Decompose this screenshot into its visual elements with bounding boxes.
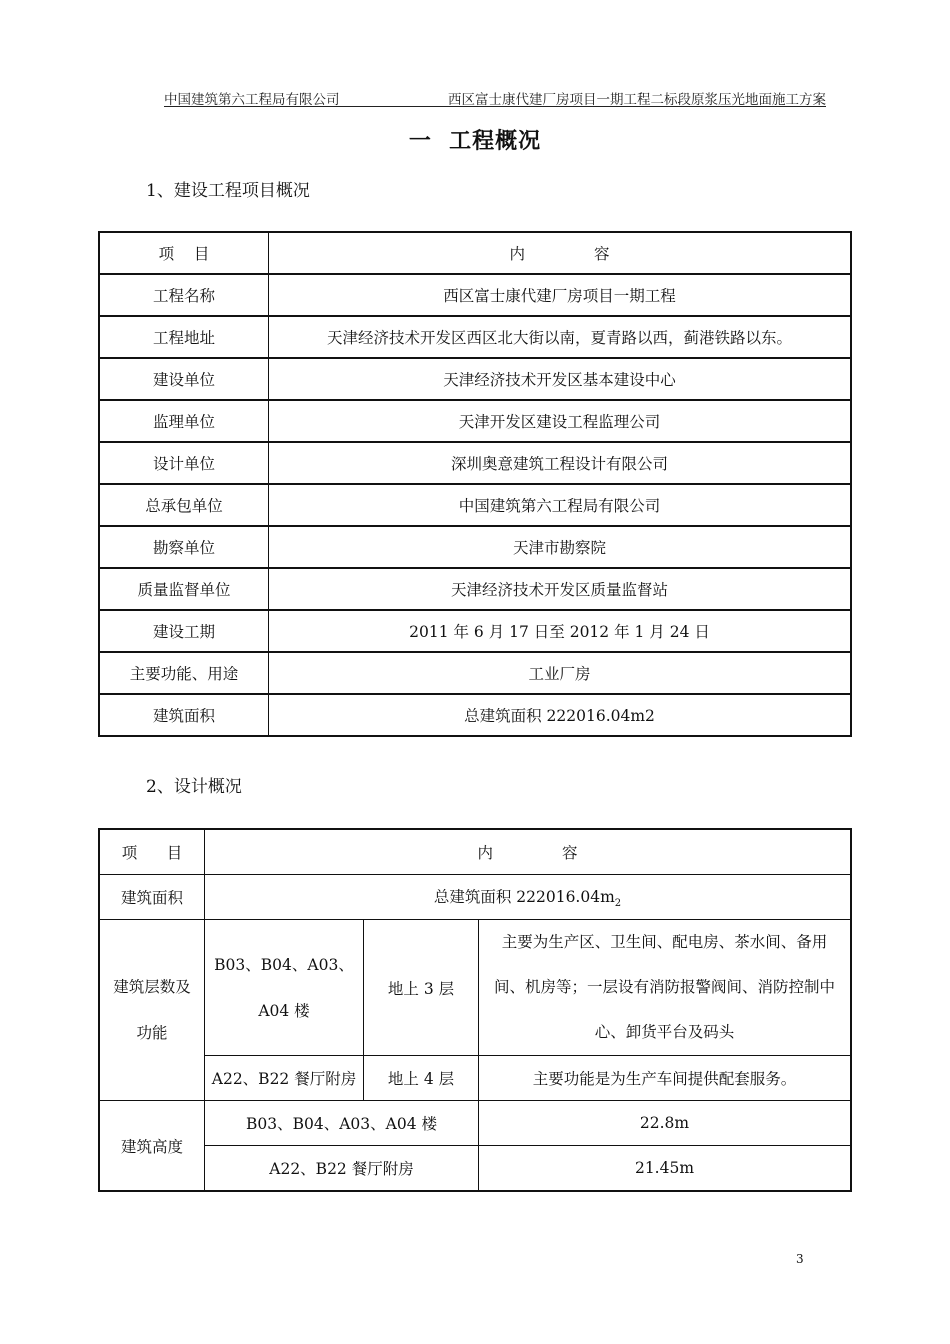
- height-building-cell: A22、B22 餐厅附房: [205, 1146, 479, 1192]
- floors-levels-cell: 地上 3 层: [364, 920, 479, 1056]
- chapter-title: 一 工程概况: [408, 128, 542, 154]
- table-row: [99, 274, 851, 316]
- row-value-area: [205, 875, 852, 920]
- floors-building-cell: [205, 920, 364, 1056]
- floors-label-line1: 建筑层数及: [113, 978, 191, 996]
- row-label: 设计单位: [99, 442, 269, 484]
- row-value: 天津经济技术开发区西区北大街以南，夏青路以西，蓟港铁路以东。: [269, 316, 852, 358]
- row-value: 天津开发区建设工程监理公司: [269, 400, 852, 442]
- row-label: 工程地址: [99, 316, 269, 358]
- row-value: 西区富士康代建厂房项目一期工程: [269, 274, 852, 316]
- row-label: 勘察单位: [99, 526, 269, 568]
- row-label: 建筑面积: [99, 694, 269, 736]
- section-title-project-overview: 1、建设工程项目概况: [146, 181, 310, 201]
- floors-label-line2: 功能: [136, 1024, 168, 1042]
- building-line1: B03、B04、A03、: [214, 955, 354, 974]
- table-row: [99, 1056, 851, 1101]
- table-row: [99, 442, 851, 484]
- row-label: 工程名称: [99, 274, 269, 316]
- row-label: 主要功能、用途: [99, 652, 269, 694]
- table-header-row: [99, 829, 851, 875]
- row-value: 工业厂房: [269, 652, 852, 694]
- row-value: 天津经济技术开发区质量监督站: [269, 568, 852, 610]
- floors-function-cell: 主要功能是为生产车间提供配套服务。: [479, 1056, 852, 1101]
- section-title-design-overview: 2、设计概况: [146, 777, 242, 797]
- header-project: 西区富士康代建厂房项目一期工程二标段原浆压光地面施工方案: [448, 92, 826, 108]
- row-label: 监理单位: [99, 400, 269, 442]
- table-row: [99, 316, 851, 358]
- row-value: 深圳奥意建筑工程设计有限公司: [269, 442, 852, 484]
- design-overview-table: [98, 828, 852, 1192]
- table-row: [99, 610, 851, 652]
- height-value-cell: 22.8m: [479, 1101, 852, 1146]
- height-building-cell: B03、B04、A03、A04 楼: [205, 1101, 479, 1146]
- row-value: 2011 年 6 月 17 日至 2012 年 1 月 24 日: [269, 610, 852, 652]
- running-header: [164, 86, 826, 107]
- table-row: [99, 875, 851, 920]
- floors-function-cell: 主要为生产区、卫生间、配电房、茶水间、备用间、机房等；一层设有消防报警阀间、消防控制中心、卸货平台及码头: [479, 920, 852, 1056]
- table-row: [99, 484, 851, 526]
- row-label: 建设单位: [99, 358, 269, 400]
- project-overview-table: [98, 231, 852, 737]
- table-row: [99, 1101, 851, 1146]
- floors-building-cell: A22、B22 餐厅附房: [205, 1056, 364, 1101]
- table-row: [99, 1146, 851, 1192]
- row-label-area: 建筑面积: [99, 875, 205, 920]
- header-cell-item: 项 目: [99, 232, 269, 274]
- row-label-floors: [99, 920, 205, 1101]
- table-row: [99, 526, 851, 568]
- table-row: [99, 652, 851, 694]
- row-label: 建设工期: [99, 610, 269, 652]
- row-label: 质量监督单位: [99, 568, 269, 610]
- header-cell-item: 项 目: [99, 829, 205, 875]
- building-line2: A04 楼: [258, 1001, 310, 1020]
- header-cell-content: 内 容: [269, 232, 852, 274]
- header-cell-content: 内 容: [205, 829, 852, 875]
- page-number: 3: [796, 1252, 804, 1266]
- row-label: 总承包单位: [99, 484, 269, 526]
- table-row: [99, 400, 851, 442]
- height-value-cell: 21.45m: [479, 1146, 852, 1192]
- area-value: 总建筑面积 222016.04m: [433, 887, 615, 906]
- row-label-height: 建筑高度: [99, 1101, 205, 1192]
- row-value: 总建筑面积 222016.04m2: [269, 694, 852, 736]
- table-row: [99, 568, 851, 610]
- row-value: 天津经济技术开发区基本建设中心: [269, 358, 852, 400]
- header-company: 中国建筑第六工程局有限公司: [164, 92, 340, 108]
- table-row: [99, 694, 851, 736]
- table-row: [99, 920, 851, 1056]
- row-value: 中国建筑第六工程局有限公司: [269, 484, 852, 526]
- row-value: 天津市勘察院: [269, 526, 852, 568]
- table-header-row: [99, 232, 851, 274]
- table-row: [99, 358, 851, 400]
- area-unit-sub: 2: [614, 898, 622, 910]
- floors-levels-cell: 地上 4 层: [364, 1056, 479, 1101]
